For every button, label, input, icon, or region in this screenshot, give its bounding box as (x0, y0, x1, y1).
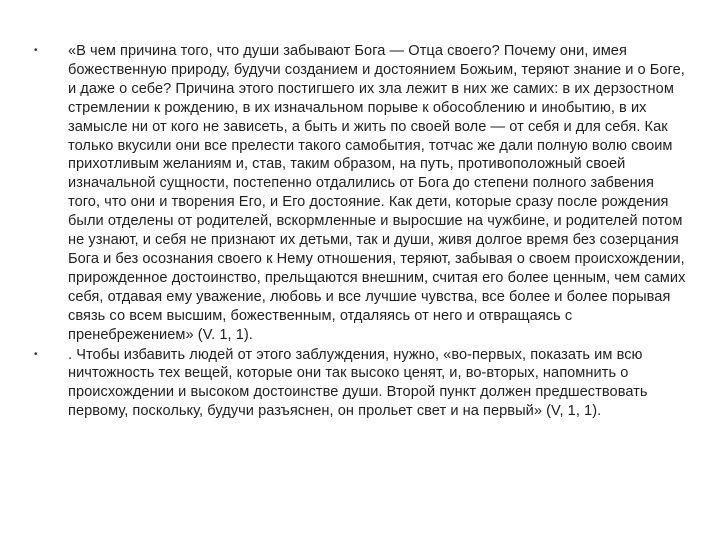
text-content (34, 42, 686, 422)
bullet-item-1 (34, 42, 686, 345)
bullet-icon: • (34, 348, 38, 360)
paragraph-2: . Чтобы избавить людей от этого заблуждения, нужно, «во-первых, показать им всю ничтожность тех вещей, которые они так высоко ценят, и, во-вторых, напомнить о происхождении и высоком достоинстве души. Второй пункт должен предшествовать первому, поскольку, будучи разъяснен, он прольет свет и на первый» (V, 1, 1). (68, 346, 648, 420)
bullet-item-2 (34, 346, 686, 422)
paragraph-1: «В чем причина того, что души забывают Бога — Отца своего? Почему они, имея божественную природу, будучи созданием и достоянием Божьим, теряют знание и о Боге, и даже о себе? Причина этого постигшего их зла лежит в них же самих: в их дерзостном стремлении к рождению, в их изначальном порыве к обособлению и инобытию, в их замысле ни от кого не зависеть, а быть и жить по своей воле — от себя и для себя. Как только вкусили они все прелести такого самобытия, тотчас же дали полную волю своим прихотливым желаниям и, став, таким образом, на путь, противоположный своей изначальной сущности, постепенно отдалились от Бога до степени полного забвения того, что они и творения Его, и Его достояние. Как дети, которые сразу после рождения были отделены от родителей, вскормленные и выросшие на чужбине, и родителей потом не узнают, и себя не признают их детьми, так и души, живя долгое время без созерцания Бога и без осознания своего к Нему отношения, теряют, забывая о своем происхождении, прирожденное достоинство, прельщаются внешним, считая его более ценным, чем самих себя, отдавая ему уважение, любовь и все лучшие чувства, все более и более порывая связь со всем высшим, божественным, отдаляясь от него и отвращаясь с пренебрежением» (V. 1, 1). (68, 43, 686, 343)
bullet-icon: • (34, 45, 38, 56)
bullet-list (34, 42, 686, 421)
